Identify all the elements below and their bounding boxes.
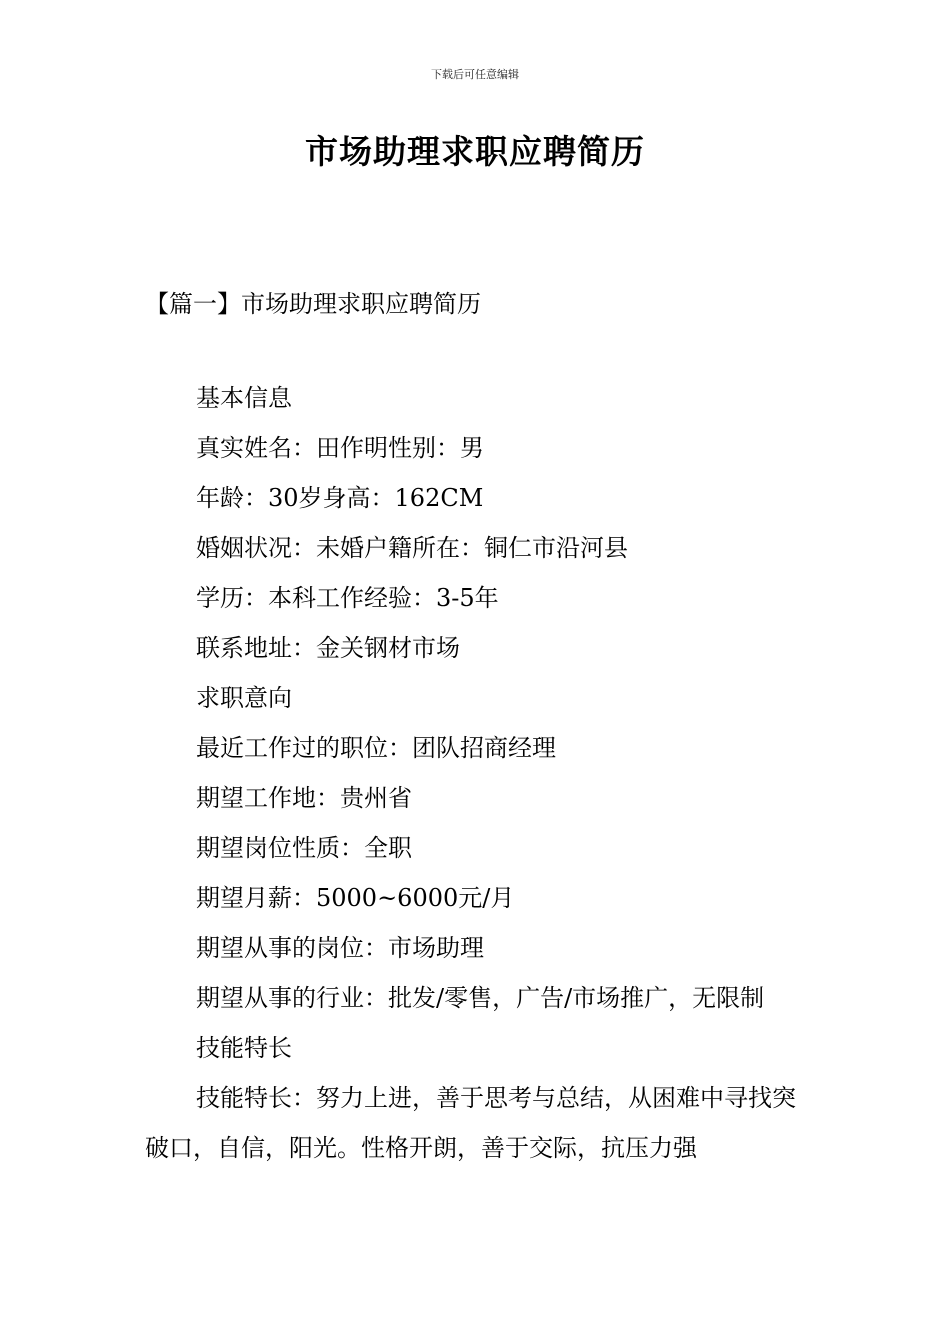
paragraph: 联系地址：金关钢材市场 — [196, 634, 460, 662]
paragraph: 期望岗位性质：全职 — [196, 834, 412, 862]
paragraph: 技能特长：努力上进，善于思考与总结，从困难中寻找突破口，自信，阳光。性格开朗，善于交际，抗压力强 — [145, 1084, 796, 1162]
paragraph: 求职意向 — [196, 684, 292, 712]
paragraph: 技能特长 — [196, 1034, 292, 1062]
paragraph: 期望工作地：贵州省 — [196, 784, 412, 812]
section-heading: 【篇一】市场助理求职应聘简历 — [145, 290, 481, 318]
paragraph: 真实姓名：田作明性别：男 — [196, 434, 484, 462]
paragraph: 学历：本科工作经验：3-5年 — [196, 584, 499, 612]
document-body — [145, 373, 810, 1173]
paragraph: 期望从事的岗位：市场助理 — [196, 934, 484, 962]
paragraph: 期望从事的行业：批发/零售，广告/市场推广，无限制 — [196, 984, 765, 1012]
header-note: 下载后可任意编辑 — [431, 68, 519, 81]
paragraph: 最近工作过的职位：团队招商经理 — [196, 734, 556, 762]
paragraph: 婚姻状况：未婚户籍所在：铜仁市沿河县 — [196, 534, 628, 562]
document-title: 市场助理求职应聘简历 — [305, 132, 645, 171]
paragraph: 年龄：30岁身高：162CM — [196, 484, 484, 512]
paragraph: 期望月薪：5000~6000元/月 — [196, 884, 515, 912]
paragraph: 基本信息 — [196, 384, 292, 412]
